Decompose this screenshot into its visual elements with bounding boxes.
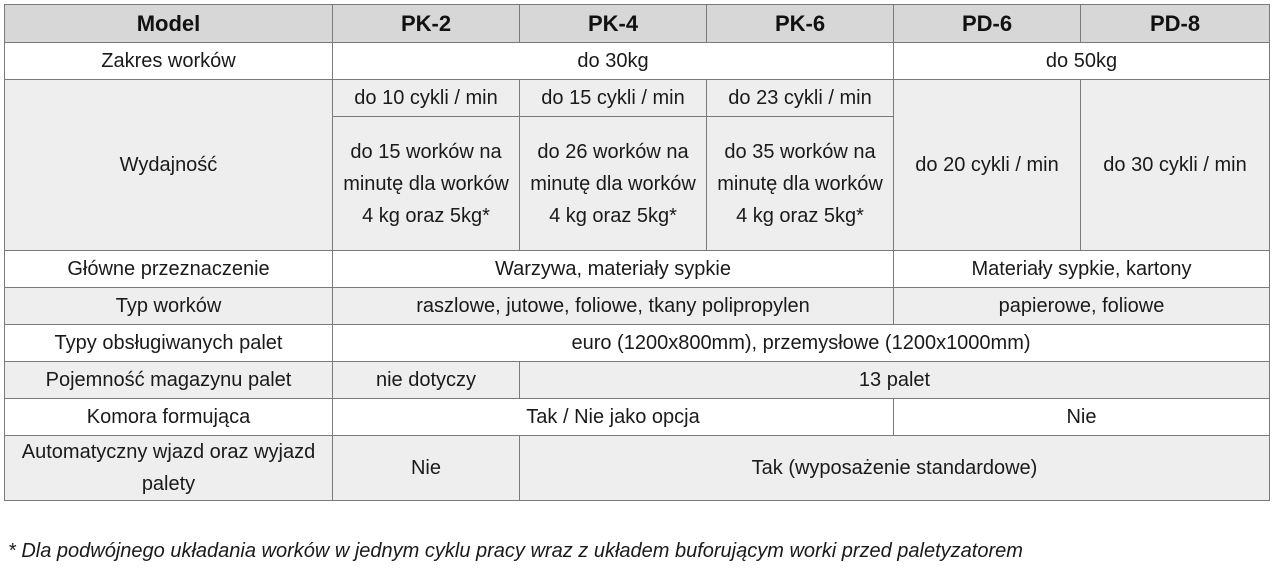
wydajnosc-pk4-cycles: do 15 cykli / min (520, 80, 707, 117)
zakres-pd: do 50kg (894, 43, 1270, 80)
wjazd-label: Automatyczny wjazd oraz wyjazd palety (5, 436, 333, 501)
row-palety (5, 325, 1270, 362)
row-magazyn (5, 362, 1270, 399)
header-model: Model (5, 5, 333, 43)
wydajnosc-pk6-cycles: do 23 cykli / min (707, 80, 894, 117)
przeznaczenie-label: Główne przeznaczenie (5, 251, 333, 288)
wydajnosc-pd6: do 20 cykli / min (894, 80, 1081, 251)
komora-pd: Nie (894, 399, 1270, 436)
przeznaczenie-pd: Materiały sypkie, kartony (894, 251, 1270, 288)
row-wjazd (5, 436, 1270, 501)
header-pk-6: PK-6 (707, 5, 894, 43)
row-typ-workow (5, 288, 1270, 325)
komora-label: Komora formująca (5, 399, 333, 436)
wydajnosc-pk2-bags: do 15 worków na minutę dla worków 4 kg oraz 5kg* (333, 117, 520, 251)
wydajnosc-pk4-bags: do 26 worków na minutę dla worków 4 kg oraz 5kg* (520, 117, 707, 251)
typ-workow-pk: raszlowe, jutowe, foliowe, tkany polipropylen (333, 288, 894, 325)
przeznaczenie-pk: Warzywa, materiały sypkie (333, 251, 894, 288)
magazyn-rest: 13 palet (520, 362, 1270, 399)
row-zakres (5, 43, 1270, 80)
typ-workow-pd: papierowe, foliowe (894, 288, 1270, 325)
wjazd-pk2: Nie (333, 436, 520, 501)
magazyn-pk2: nie dotyczy (333, 362, 520, 399)
header-pd-8: PD-8 (1081, 5, 1270, 43)
header-row (5, 5, 1270, 43)
specification-table (4, 4, 1270, 501)
wydajnosc-pd8: do 30 cykli / min (1081, 80, 1270, 251)
row-wydajnosc (5, 80, 1270, 117)
magazyn-label: Pojemność magazynu palet (5, 362, 333, 399)
wjazd-rest: Tak (wyposażenie standardowe) (520, 436, 1270, 501)
komora-pk: Tak / Nie jako opcja (333, 399, 894, 436)
row-komora (5, 399, 1270, 436)
typ-workow-label: Typ worków (5, 288, 333, 325)
wydajnosc-label: Wydajność (5, 80, 333, 251)
footnote: * Dla podwójnego układania worków w jednym cyklu pracy wraz z układem buforującym worki przed paletyzatorem (8, 540, 1023, 562)
header-pk-2: PK-2 (333, 5, 520, 43)
palety-all: euro (1200x800mm), przemysłowe (1200x1000mm) (333, 325, 1270, 362)
header-pd-6: PD-6 (894, 5, 1081, 43)
wydajnosc-pk2-cycles: do 10 cykli / min (333, 80, 520, 117)
wydajnosc-pk6-bags: do 35 worków na minutę dla worków 4 kg oraz 5kg* (707, 117, 894, 251)
row-przeznaczenie (5, 251, 1270, 288)
zakres-label: Zakres worków (5, 43, 333, 80)
palety-label: Typy obsługiwanych palet (5, 325, 333, 362)
zakres-pk: do 30kg (333, 43, 894, 80)
header-pk-4: PK-4 (520, 5, 707, 43)
